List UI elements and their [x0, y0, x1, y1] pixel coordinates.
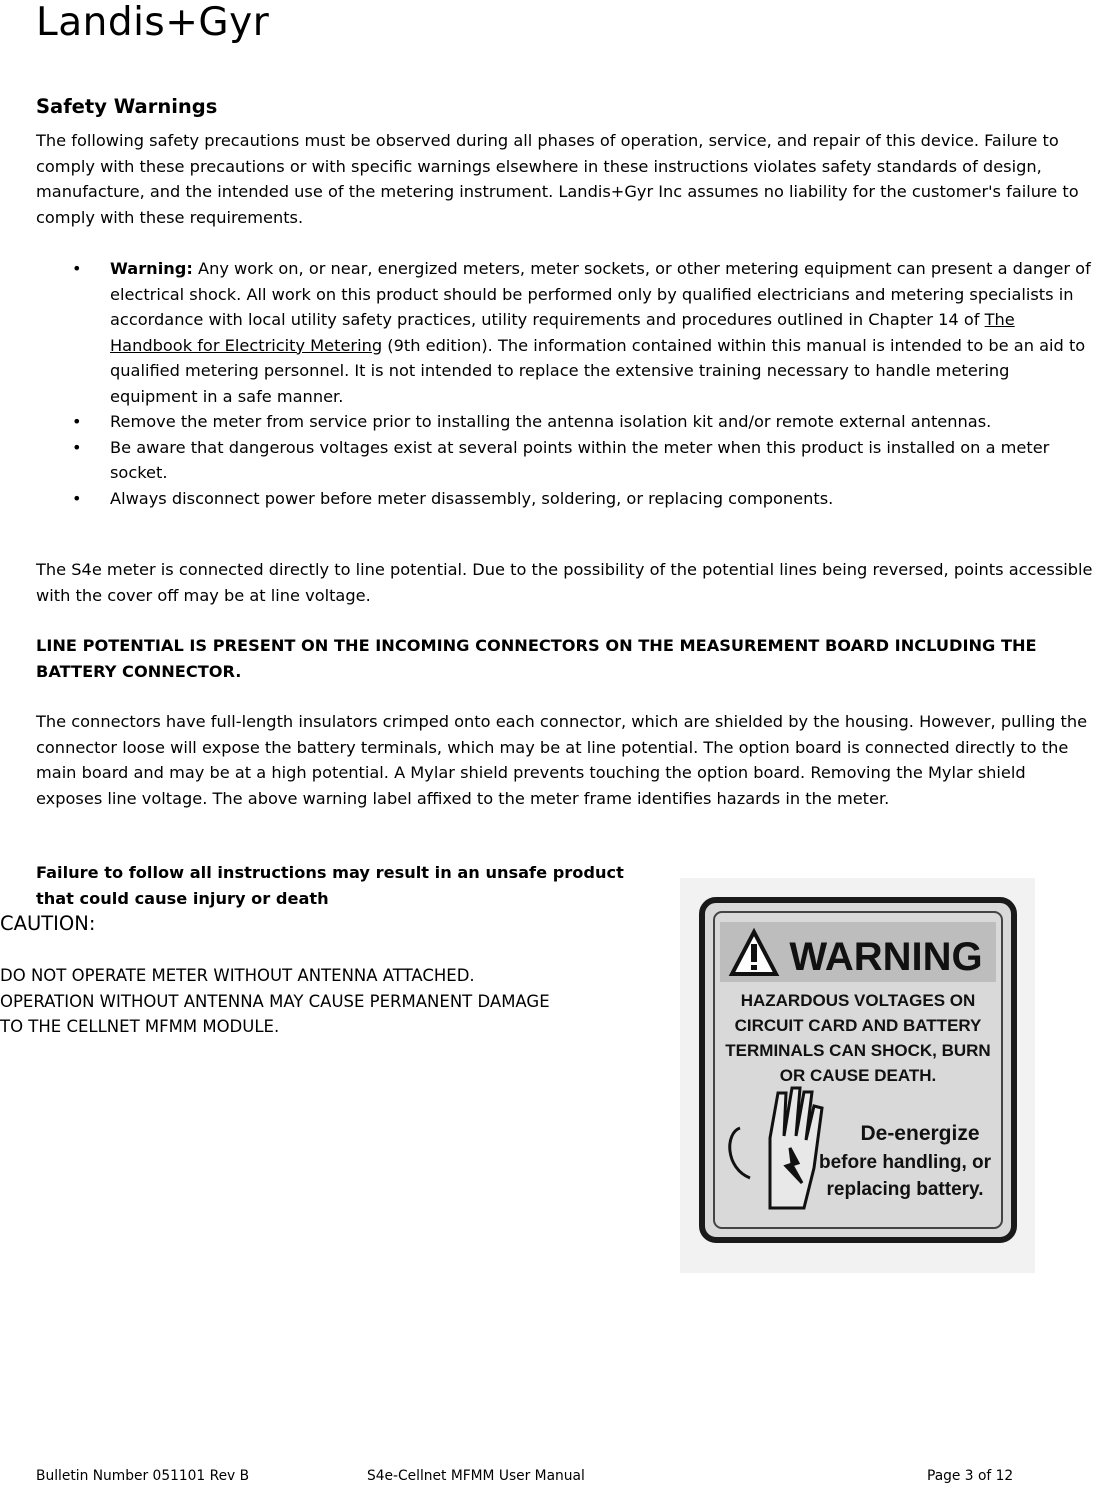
warning-label-line: HAZARDOUS VOLTAGES ON — [740, 991, 976, 1010]
list-item-text: Be aware that dangerous voltages exist at several points within the meter when this product is installed on a meter socket. — [110, 437, 1050, 482]
warning-label-line: TERMINALS CAN SHOCK, BURN — [725, 1041, 991, 1060]
warning-text: Any work on, or near, energized meters, meter sockets, or other metering equipment can present a danger of electrical shock. All work on this product should be performed only by qualified electricians and metering specialists in accordance with local utility safety practices, utility requirements and procedures outlined in Chapter 14 of — [110, 259, 1091, 329]
warning-label-line: replacing battery. — [826, 1179, 984, 1200]
list-item-text: Always disconnect power before meter disassembly, soldering, or replacing components. — [110, 488, 834, 508]
list-item-text: Remove the meter from service prior to installing the antenna isolation kit and/or remote external antennas. — [110, 412, 992, 431]
warning-label: Warning: — [110, 259, 193, 278]
footer-page-number: Page 3 of 12 — [927, 1468, 1014, 1484]
list-item — [36, 409, 1097, 435]
caution-line: TO THE CELLNET MFMM MODULE. — [0, 1017, 280, 1036]
footer-bulletin: Bulletin Number 051101 Rev B — [36, 1468, 250, 1484]
caution-title: CAUTION: — [0, 912, 96, 935]
warning-label-title: WARNING — [789, 935, 983, 979]
caution-line: DO NOT OPERATE METER WITHOUT ANTENNA ATTACHED. — [0, 966, 475, 985]
caution-body — [0, 963, 650, 1040]
warning-label-line: before handling, or — [818, 1152, 992, 1173]
warning-label-line: OR CAUSE DEATH. — [779, 1066, 937, 1085]
handbook-reference: The Handbook for Electricity Metering — [110, 310, 1015, 355]
intro-paragraph: The following safety precautions must be observed during all phases of operation, service, and repair of this device. Failure to comply with these precautions or with specific warnings elsewhere in these instructions violates safety standards of design, manufacture, and the intended use of the metering instrument. Landis+Gyr Inc assumes no liability for the customer's failure to comply with these requirements. — [36, 131, 1079, 227]
failure-warning: Failure to follow all instructions may result in an unsafe product that could cause injury or death — [36, 863, 624, 908]
list-item — [36, 256, 1097, 409]
warning-label-image — [680, 878, 1035, 1273]
safety-bullet-list — [36, 256, 1097, 511]
bullet-icon: • — [72, 488, 82, 508]
warning-text-end: (9th edition). The information contained within this manual is intended to be an aid to qualified metering personnel. It is not intended to replace the extensive training necessary to handle metering equipment in a safe manner. — [110, 335, 1086, 406]
caution-line: OPERATION WITHOUT ANTENNA MAY CAUSE PERMANENT DAMAGE — [0, 991, 550, 1011]
bullet-icon: • — [72, 412, 82, 431]
footer-manual-title: S4e-Cellnet MFMM User Manual — [367, 1468, 585, 1484]
list-item — [36, 435, 1097, 486]
line-potential-alert: LINE POTENTIAL IS PRESENT ON THE INCOMING CONNECTORS ON THE MEASUREMENT BOARD INCLUDING THE BATTERY CONNECTOR. — [36, 636, 1037, 681]
warning-label-line: CIRCUIT CARD AND BATTERY — [734, 1016, 982, 1035]
bullet-icon: • — [72, 259, 82, 278]
bullet-icon: • — [72, 437, 82, 457]
line-potential-note: The S4e meter is connected directly to line potential. Due to the possibility of the potential lines being reversed, points accessible with the cover off may be at line voltage. — [36, 560, 1093, 605]
list-item — [36, 486, 1097, 512]
warning-label-line: De-energize — [860, 1122, 980, 1145]
section-title: Safety Warnings — [36, 95, 218, 118]
brand-logo-text: Landis+Gyr — [36, 0, 270, 45]
connectors-paragraph: The connectors have full-length insulators crimped onto each connector, which are shielded by the housing. However, pulling the connector loose will expose the battery terminals, which may be at line potential. The option board is connected directly to the main board and may be at a high potential. A Mylar shield prevents touching the option board. Removing the Mylar shield exposes line voltage. The above warning label affixed to the meter frame identifies hazards in the meter. — [36, 712, 1088, 808]
